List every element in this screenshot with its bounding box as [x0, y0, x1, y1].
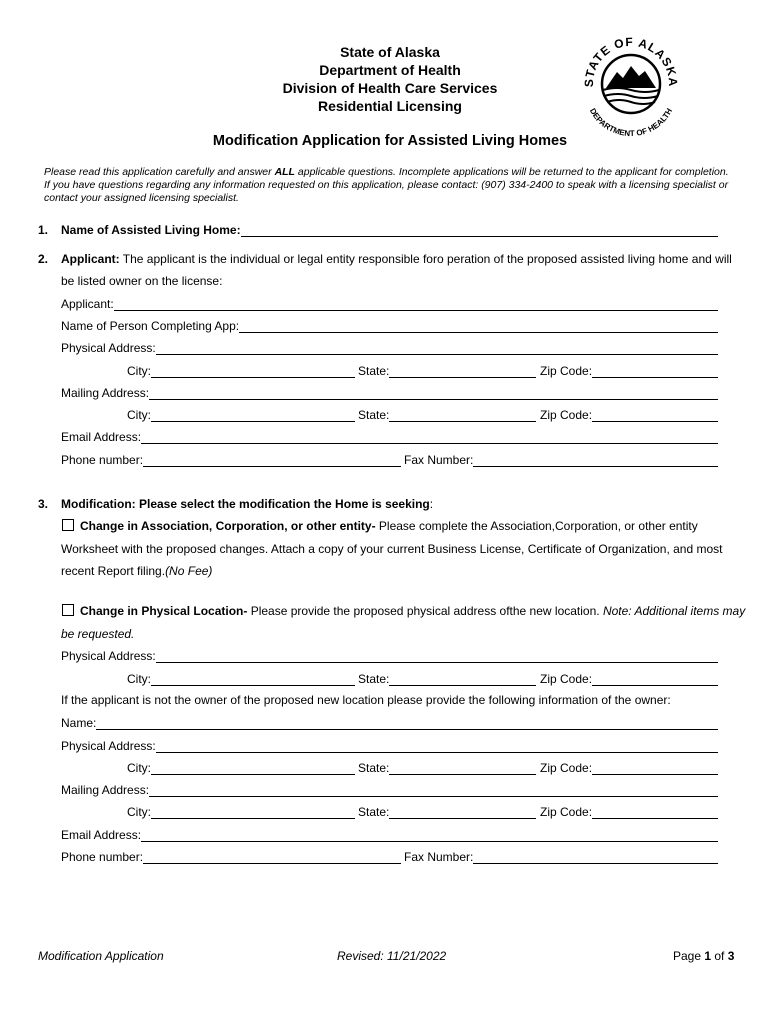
header-line-division: Division of Health Care Services: [282, 80, 498, 96]
header-line-licensing: Residential Licensing: [318, 98, 462, 114]
owner-zip-label: Zip Code:: [540, 761, 593, 775]
applicant-input-line[interactable]: [114, 297, 718, 311]
header-line-department: Department of Health: [319, 62, 461, 78]
option1-line1: [80, 519, 698, 533]
owner-zip-field[interactable]: [540, 760, 718, 775]
new-zip-input-line[interactable]: [592, 672, 718, 686]
owner-state-label: State:: [358, 761, 390, 775]
owner-fax-field[interactable]: [404, 849, 718, 864]
page-prefix: Page: [673, 949, 705, 963]
applicant-field[interactable]: [61, 296, 718, 311]
q3-heading: [61, 497, 433, 511]
zip-label: Zip Code:: [540, 364, 593, 378]
owner-mailing-address-input-line[interactable]: [149, 783, 718, 797]
owner-zip-input-line[interactable]: [592, 761, 718, 775]
option1-line2: Worksheet with the proposed changes. Attach a copy of your current Business License, Certificate of Organization, and most: [61, 542, 723, 556]
intro-text-1: Please read this application carefully and answer: [44, 166, 275, 178]
q2-label: Applicant:: [61, 252, 120, 266]
new-physical-address-label: Physical Address:: [61, 649, 156, 663]
new-city-input-line[interactable]: [151, 672, 355, 686]
owner-email-field[interactable]: [61, 827, 718, 842]
fax-field[interactable]: [404, 452, 718, 467]
physical-location-change-checkbox[interactable]: [62, 604, 74, 616]
applicant-label: Applicant:: [61, 297, 114, 311]
mailing-address-field[interactable]: [61, 385, 718, 400]
owner-physical-address-input-line[interactable]: [156, 739, 718, 753]
footer-form-name: Modification Application: [38, 949, 164, 963]
owner-mailing-zip-input-line[interactable]: [592, 805, 718, 819]
physical-address-field[interactable]: [61, 340, 718, 355]
intro-text-2: applicable questions. Incomplete applications will be returned to the applicant for completion. If you have questions regarding any information requested on this application, please contact: (907) 334-2400 to speak with a licensing specialist or contact your assigned licensing specialist.: [44, 166, 729, 204]
mailing-state-field[interactable]: [358, 407, 536, 422]
city-field[interactable]: [127, 363, 355, 378]
state-field[interactable]: [358, 363, 536, 378]
phone-input-line[interactable]: [143, 453, 401, 467]
q3-heading-text: Modification: Please select the modification the Home is seeking: [61, 497, 430, 511]
owner-city-field[interactable]: [127, 760, 355, 775]
owner-fax-input-line[interactable]: [473, 850, 718, 864]
owner-state-input-line[interactable]: [389, 761, 536, 775]
page-total: 3: [727, 949, 735, 963]
option2-note: Note: Additional items may: [602, 604, 746, 618]
owner-mailing-state-field[interactable]: [358, 804, 536, 819]
owner-mailing-city-label: City:: [127, 805, 151, 819]
phone-field[interactable]: [61, 452, 401, 467]
footer-page-number: [673, 949, 734, 963]
owner-mailing-city-input-line[interactable]: [151, 805, 355, 819]
state-input-line[interactable]: [389, 364, 536, 378]
owner-fax-label: Fax Number:: [404, 850, 474, 864]
new-physical-address-input-line[interactable]: [156, 649, 718, 663]
seal-text-bottom: DEPARTMENT OF HEALTH: [587, 106, 675, 139]
owner-mailing-city-field[interactable]: [127, 804, 355, 819]
email-input-line[interactable]: [141, 430, 718, 444]
seal-text-top: STATE OF ALASKA: [581, 34, 681, 88]
owner-mailing-zip-label: Zip Code:: [540, 805, 593, 819]
mailing-city-field[interactable]: [127, 407, 355, 422]
q2-number: 2.: [38, 252, 49, 266]
physical-address-input-line[interactable]: [156, 341, 718, 355]
owner-mailing-state-input-line[interactable]: [389, 805, 536, 819]
mailing-city-input-line[interactable]: [151, 408, 355, 422]
new-city-label: City:: [127, 672, 151, 686]
new-state-field[interactable]: [358, 671, 536, 686]
owner-name-input-line[interactable]: [96, 716, 718, 730]
instructions-paragraph: [44, 166, 734, 205]
owner-phone-label: Phone number:: [61, 850, 144, 864]
fax-input-line[interactable]: [473, 453, 718, 467]
new-zip-field[interactable]: [540, 671, 718, 686]
intro-bold-all: ALL: [274, 166, 295, 178]
owner-email-label: Email Address:: [61, 828, 142, 842]
option2-line1: [80, 604, 745, 618]
q1-number: 1.: [38, 223, 49, 237]
new-zip-label: Zip Code:: [540, 672, 593, 686]
zip-field[interactable]: [540, 363, 718, 378]
option1-text-1: Please complete the Association,Corporation, or other entity: [375, 519, 698, 533]
footer-revised-date: Revised: 11/21/2022: [337, 949, 447, 963]
alaska-seal-logo: [573, 26, 689, 142]
mailing-city-label: City:: [127, 408, 151, 422]
mailing-state-input-line[interactable]: [389, 408, 536, 422]
owner-email-input-line[interactable]: [141, 828, 718, 842]
q3-number: 3.: [38, 497, 49, 511]
assisted-living-home-name-field[interactable]: [61, 222, 718, 237]
q3-heading-colon: :: [429, 497, 434, 511]
state-label: State:: [358, 364, 390, 378]
mailing-address-input-line[interactable]: [149, 386, 718, 400]
mailing-address-label: Mailing Address:: [61, 386, 150, 400]
option2-title: Change in Physical Location-: [80, 604, 248, 618]
city-label: City:: [127, 364, 151, 378]
new-state-input-line[interactable]: [389, 672, 536, 686]
owner-city-label: City:: [127, 761, 151, 775]
header-line-state: State of Alaska: [340, 44, 440, 60]
association-change-checkbox[interactable]: [62, 519, 74, 531]
option2-note-line2: be requested.: [61, 627, 135, 641]
owner-mailing-zip-field[interactable]: [540, 804, 718, 819]
city-input-line[interactable]: [151, 364, 355, 378]
person-completing-label: Name of Person Completing App:: [61, 319, 240, 333]
q1-label: Name of Assisted Living Home:: [61, 223, 241, 237]
page-title: Modification Application for Assisted Living Homes: [212, 133, 568, 149]
email-label: Email Address:: [61, 430, 142, 444]
q2-text-1: The applicant is the individual or legal entity responsible foro peration of the proposed assisted living home and will: [119, 252, 732, 266]
new-city-field[interactable]: [127, 671, 355, 686]
person-completing-field[interactable]: [61, 318, 718, 333]
owner-physical-address-field[interactable]: [61, 738, 718, 753]
page-current: 1: [704, 949, 712, 963]
page-of: of: [711, 949, 728, 963]
owner-phone-input-line[interactable]: [143, 850, 401, 864]
owner-mailing-address-label: Mailing Address:: [61, 783, 150, 797]
owner-phone-field[interactable]: [61, 849, 401, 864]
owner-mailing-address-field[interactable]: [61, 782, 718, 797]
option1-line3: [61, 564, 212, 578]
q2-description-line1: [61, 252, 732, 266]
option2-text-1: Please provide the proposed physical address ofthe new location.: [247, 604, 603, 618]
owner-state-field[interactable]: [358, 760, 536, 775]
mailing-zip-field[interactable]: [540, 407, 718, 422]
option1-title: Change in Association, Corporation, or other entity-: [80, 519, 376, 533]
zip-input-line[interactable]: [592, 364, 718, 378]
owner-name-label: Name:: [61, 716, 97, 730]
owner-city-input-line[interactable]: [151, 761, 355, 775]
q2-description-line2: be listed owner on the license:: [61, 274, 223, 288]
owner-physical-address-label: Physical Address:: [61, 739, 156, 753]
new-state-label: State:: [358, 672, 390, 686]
option1-no-fee: (No Fee): [165, 564, 213, 578]
new-physical-address-field[interactable]: [61, 648, 718, 663]
mailing-zip-label: Zip Code:: [540, 408, 593, 422]
fax-label: Fax Number:: [404, 453, 474, 467]
q1-input-line[interactable]: [241, 223, 718, 237]
phone-label: Phone number:: [61, 453, 144, 467]
owner-note: If the applicant is not the owner of the proposed new location please provide the following information of the owner:: [61, 693, 671, 707]
email-field[interactable]: [61, 429, 718, 444]
mailing-zip-input-line[interactable]: [592, 408, 718, 422]
option1-text-3: recent Report filing.: [61, 564, 166, 578]
mailing-state-label: State:: [358, 408, 390, 422]
physical-address-label: Physical Address:: [61, 341, 156, 355]
person-completing-input-line[interactable]: [239, 319, 718, 333]
owner-mailing-state-label: State:: [358, 805, 390, 819]
owner-name-field[interactable]: [61, 715, 718, 730]
